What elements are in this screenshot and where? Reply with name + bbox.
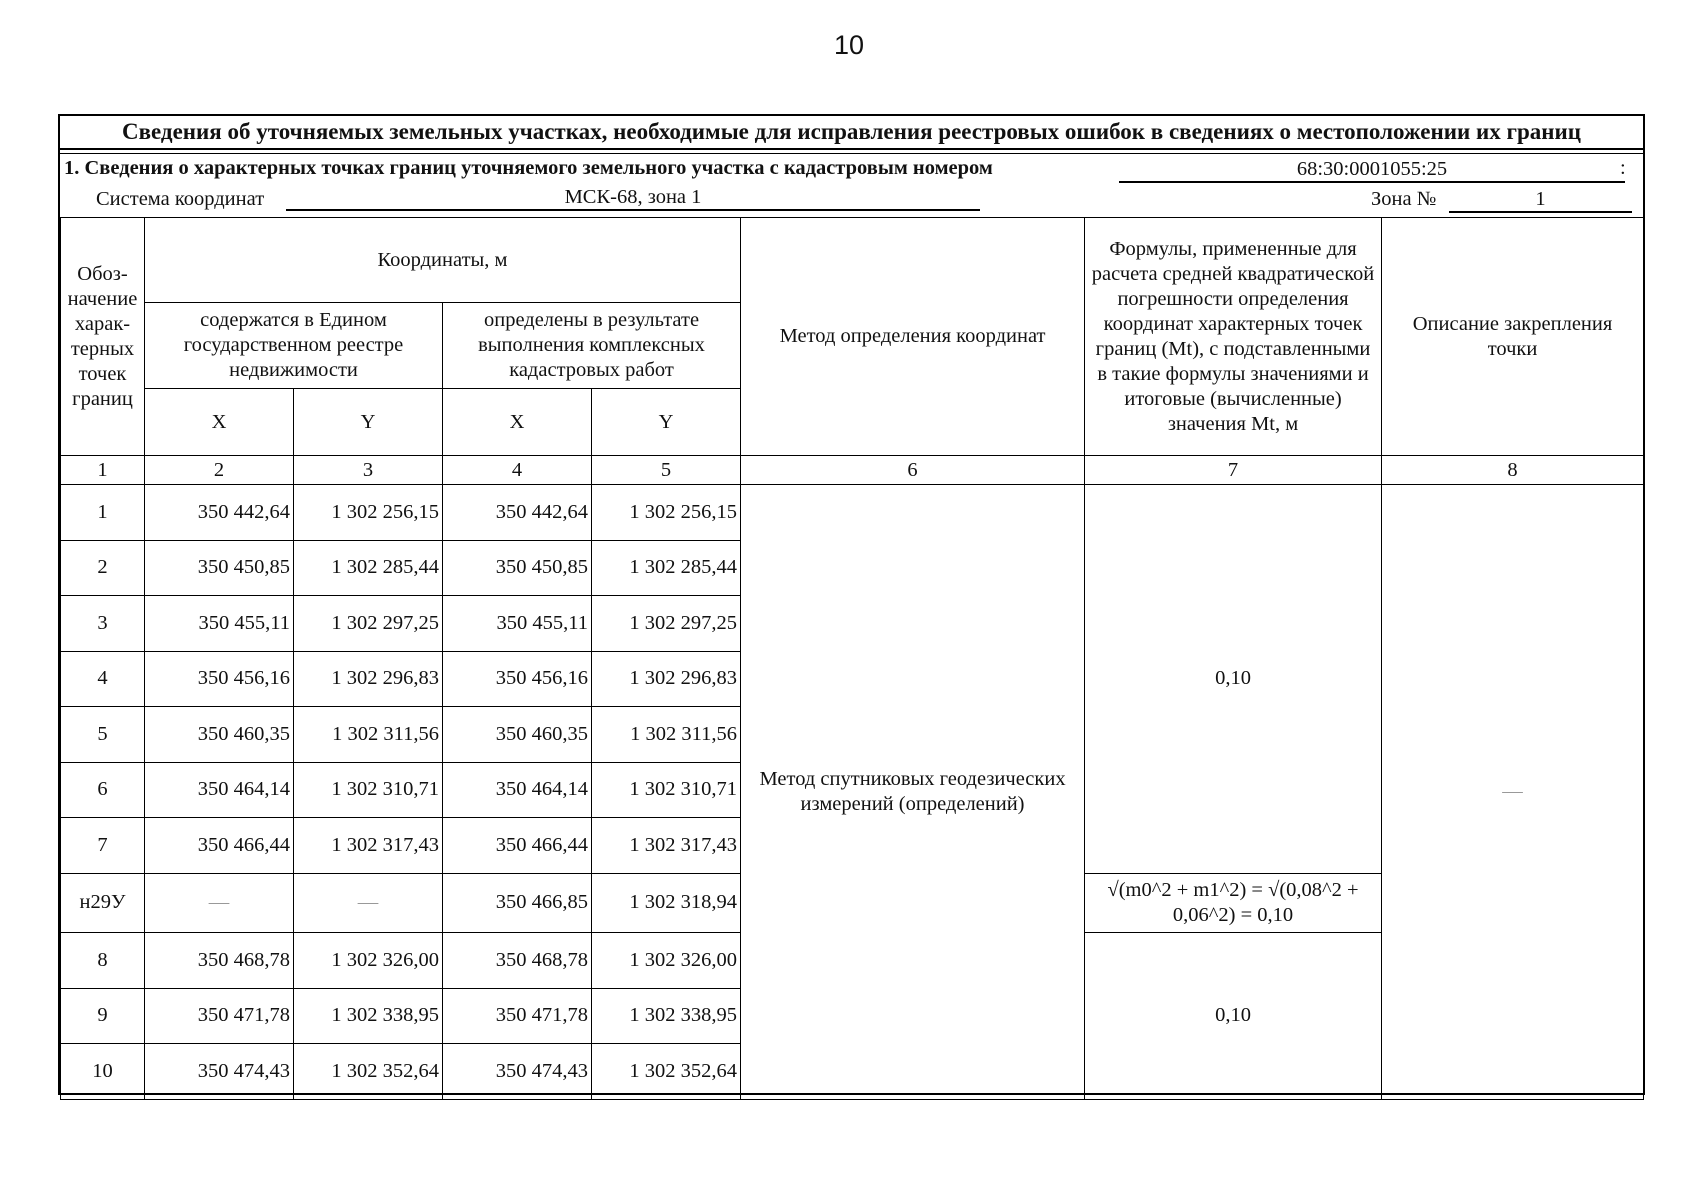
description-value: — (1382, 485, 1644, 1100)
registry-y: 1 302 285,44 (294, 540, 443, 596)
section-info (60, 153, 1643, 217)
complex-y: 1 302 296,83 (592, 651, 741, 707)
header-x-registry: X (145, 389, 294, 456)
registry-y: 1 302 311,56 (294, 707, 443, 763)
point-id: 5 (61, 707, 145, 763)
complex-x: 350 471,78 (443, 988, 592, 1044)
registry-y: 1 302 310,71 (294, 762, 443, 818)
method-value: Метод спутниковых геодезических измерений (определений) (741, 485, 1085, 1100)
complex-x: 350 442,64 (443, 485, 592, 541)
header-point-designation: Обоз-начение харак-терных точек границ (61, 218, 145, 456)
header-x-complex: X (443, 389, 592, 456)
complex-y: 1 302 338,95 (592, 988, 741, 1044)
registry-y: 1 302 352,64 (294, 1044, 443, 1100)
column-number: 3 (294, 456, 443, 485)
complex-x: 350 464,14 (443, 762, 592, 818)
registry-y: 1 302 296,83 (294, 651, 443, 707)
point-id: 1 (61, 485, 145, 541)
header-registry: содержатся в Едином государственном реестре недвижимости (145, 303, 443, 389)
column-number: 1 (61, 456, 145, 485)
column-number: 4 (443, 456, 592, 485)
point-id: 7 (61, 818, 145, 874)
complex-y: 1 302 352,64 (592, 1044, 741, 1100)
complex-x: 350 466,85 (443, 873, 592, 933)
point-id: 10 (61, 1044, 145, 1100)
header-coordinates: Координаты, м (145, 218, 741, 303)
registry-x: — (145, 873, 294, 933)
column-number: 7 (1085, 456, 1382, 485)
registry-x: 350 442,64 (145, 485, 294, 541)
header-method: Метод определения координат (741, 218, 1085, 456)
registry-y: 1 302 338,95 (294, 988, 443, 1044)
coord-system-label: Система координат (96, 188, 265, 210)
registry-y: 1 302 326,00 (294, 933, 443, 989)
registry-x: 350 450,85 (145, 540, 294, 596)
point-id: 9 (61, 988, 145, 1044)
registry-y: 1 302 317,43 (294, 818, 443, 874)
complex-y: 1 302 310,71 (592, 762, 741, 818)
point-id: 6 (61, 762, 145, 818)
header-y-complex: Y (592, 389, 741, 456)
complex-x: 350 456,16 (443, 651, 592, 707)
header-description: Описание закрепления точки (1382, 218, 1644, 456)
coordinates-table (60, 217, 1644, 1100)
registry-x: 350 456,16 (145, 651, 294, 707)
complex-y: 1 302 311,56 (592, 707, 741, 763)
complex-y: 1 302 256,15 (592, 485, 741, 541)
zone-label: Зона № (1371, 188, 1437, 210)
registry-x: 350 466,44 (145, 818, 294, 874)
mt-value-group1: 0,10 (1085, 485, 1382, 874)
complex-x: 350 455,11 (443, 596, 592, 652)
complex-x: 350 466,44 (443, 818, 592, 874)
point-id: 3 (61, 596, 145, 652)
header-y-registry: Y (294, 389, 443, 456)
point-id: 4 (61, 651, 145, 707)
complex-y: 1 302 317,43 (592, 818, 741, 874)
complex-x: 350 460,35 (443, 707, 592, 763)
point-id: 2 (61, 540, 145, 596)
document-title: Сведения об уточняемых земельных участках, необходимые для исправления реестровых ошибок в сведениях о местоположении их границ (60, 116, 1643, 150)
column-number: 5 (592, 456, 741, 485)
point-id: н29У (61, 873, 145, 933)
column-number: 8 (1382, 456, 1644, 485)
registry-y: 1 302 297,25 (294, 596, 443, 652)
complex-y: 1 302 297,25 (592, 596, 741, 652)
complex-x: 350 468,78 (443, 933, 592, 989)
column-numbers-row (61, 456, 1644, 485)
registry-x: 350 471,78 (145, 988, 294, 1044)
registry-y: 1 302 256,15 (294, 485, 443, 541)
cadastral-number: 68:30:0001055:25 (1119, 158, 1625, 183)
header-complex-works: определены в результате выполнения комплексных кадастровых работ (443, 303, 741, 389)
complex-y: 1 302 326,00 (592, 933, 741, 989)
column-number: 2 (145, 456, 294, 485)
header-formulas: Формулы, примененные для расчета средней квадратической погрешности определения координат характерных точек границ (Mt), с подставленными в такие формулы значениями и итоговые (вычисленные) значения Mt, м (1085, 218, 1382, 456)
mt-value-group2: 0,10 (1085, 933, 1382, 1100)
column-number: 6 (741, 456, 1085, 485)
zone-value: 1 (1449, 188, 1632, 213)
complex-y: 1 302 318,94 (592, 873, 741, 933)
registry-x: 350 460,35 (145, 707, 294, 763)
registry-x: 350 474,43 (145, 1044, 294, 1100)
document-frame (58, 114, 1645, 1095)
table-row (61, 485, 1644, 541)
coord-system-value: МСК-68, зона 1 (286, 186, 980, 211)
complex-x: 350 474,43 (443, 1044, 592, 1100)
registry-x: 350 455,11 (145, 596, 294, 652)
registry-y: — (294, 873, 443, 933)
cadastral-colon: : (1620, 157, 1626, 179)
page-number: 10 (833, 30, 865, 60)
complex-x: 350 450,85 (443, 540, 592, 596)
registry-x: 350 468,78 (145, 933, 294, 989)
point-id: 8 (61, 933, 145, 989)
section-heading: 1. Сведения о характерных точках границ уточняемого земельного участка с кадастровым номером (64, 157, 993, 179)
registry-x: 350 464,14 (145, 762, 294, 818)
complex-y: 1 302 285,44 (592, 540, 741, 596)
mt-formula: √(m0^2 + m1^2) = √(0,08^2 + 0,06^2) = 0,10 (1085, 873, 1382, 933)
